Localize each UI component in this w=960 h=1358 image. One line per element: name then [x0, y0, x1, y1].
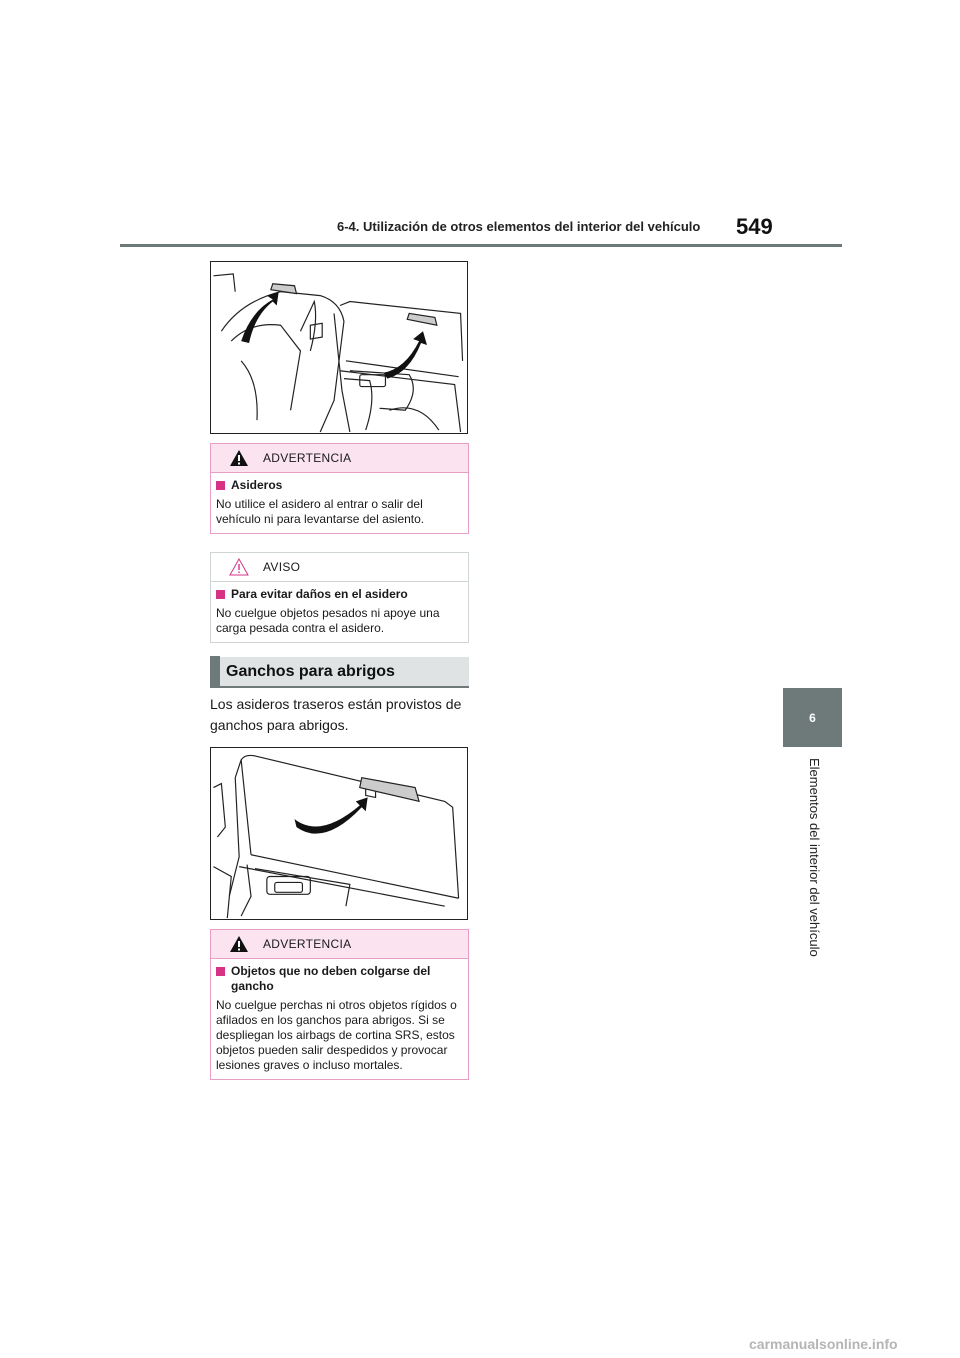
chapter-tab-number: 6	[809, 710, 816, 725]
bullet-square-icon	[216, 481, 225, 490]
warning-subtitle-text: Asideros	[231, 478, 283, 492]
warning-triangle-icon	[229, 449, 249, 467]
header-rule	[120, 244, 842, 247]
notice-box-asidero	[210, 552, 469, 643]
notice-text: No cuelgue objetos pesados ni apoye una carga pesada contra el asidero.	[216, 606, 440, 635]
chapter-tab[interactable]	[783, 688, 842, 747]
notice-subtitle	[216, 587, 463, 602]
warning-box-gancho	[210, 929, 469, 1080]
watermark[interactable]: carmanualsonline.info	[749, 1336, 898, 1352]
caution-triangle-icon	[229, 558, 249, 576]
section-paragraph: Los asideros traseros están provistos de ganchos para abrigos.	[210, 696, 462, 733]
assist-grip-illustration	[210, 261, 468, 434]
warning-label: ADVERTENCIA	[263, 936, 352, 951]
section-heading-bar	[210, 656, 220, 687]
notice-subtitle-text: Para evitar daños en el asidero	[231, 587, 408, 601]
section-heading	[210, 657, 469, 688]
warning-label: ADVERTENCIA	[263, 450, 352, 465]
warning-subtitle	[216, 478, 463, 493]
notice-label: AVISO	[263, 559, 301, 574]
notice-header	[211, 553, 468, 582]
assist-grip-drawing	[211, 262, 467, 433]
warning-box-asideros	[210, 443, 469, 534]
bullet-square-icon	[216, 967, 225, 976]
warning-subtitle-text: Objetos que no deben colgarse del gancho	[231, 964, 431, 993]
warning-subtitle	[216, 964, 463, 994]
coat-hook-illustration	[210, 747, 468, 920]
warning-text: No utilice el asidero al entrar o salir del vehículo ni para levantarse del asiento.	[216, 497, 425, 526]
warning-text: No cuelgue perchas ni otros objetos rígidos o afilados en los ganchos para abrigos. Si se despliegan los airbags de cortina SRS, estos objetos pueden salir despedidos y provocar lesiones graves o incluso mortales.	[216, 998, 457, 1072]
page-number: 549	[736, 214, 773, 239]
warning-header	[211, 444, 468, 473]
section-heading-text: Ganchos para abrigos	[226, 662, 395, 680]
warning-header	[211, 930, 468, 959]
chapter-side-label: Elementos del interior del vehículo	[807, 758, 822, 957]
coat-hook-drawing	[211, 748, 467, 919]
warning-triangle-icon	[229, 935, 249, 953]
bullet-square-icon	[216, 590, 225, 599]
header-title: 6-4. Utilización de otros elementos del interior del vehículo	[337, 219, 701, 234]
